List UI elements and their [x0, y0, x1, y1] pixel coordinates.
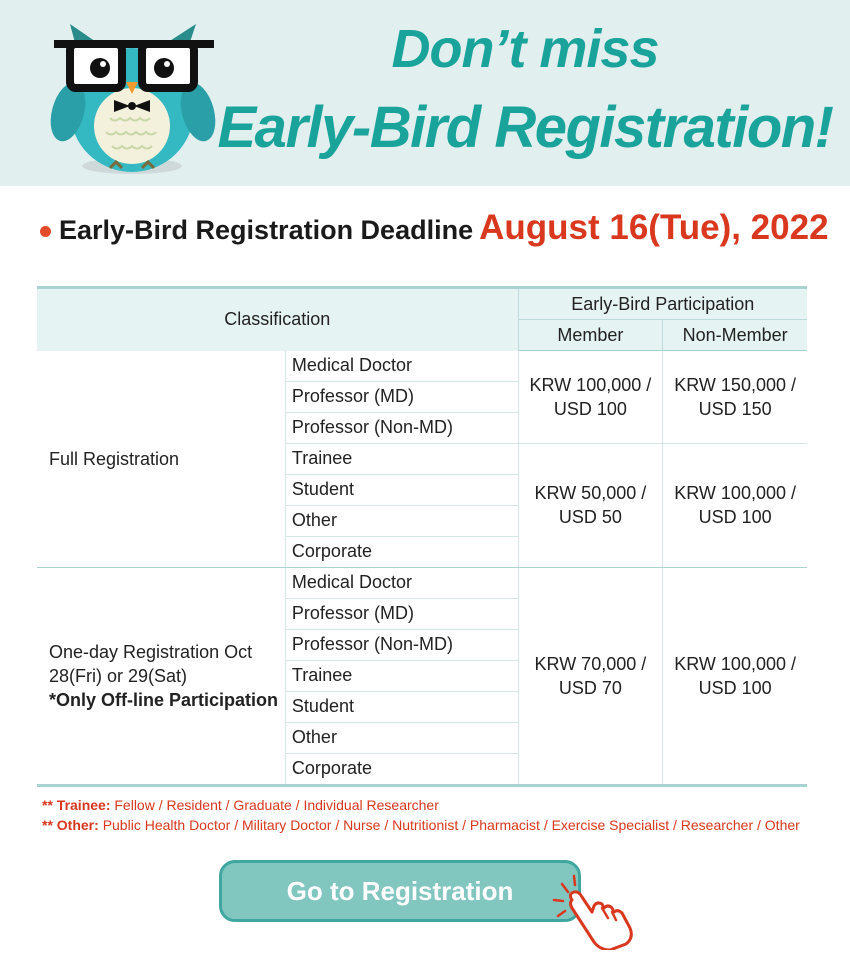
price-line: KRW 150,000 /: [674, 374, 796, 395]
note-label: ** Other:: [42, 817, 99, 833]
go-to-registration-button[interactable]: Go to Registration: [219, 860, 581, 922]
price-line: USD 150: [698, 398, 772, 419]
price-line: KRW 100,000 /: [529, 374, 652, 395]
role-cell: Medical Doctor: [285, 567, 518, 598]
note-label: ** Trainee:: [42, 797, 111, 813]
header-non-member: Non-Member: [663, 320, 807, 351]
banner-title-line1: Don’t miss: [391, 19, 659, 79]
group-one-day-registration: [37, 567, 285, 785]
price-line: USD 50: [558, 507, 622, 527]
fee-table: [37, 286, 807, 787]
banner-title-line2: Early-Bird Registration!: [217, 95, 833, 160]
deadline-date: August 16(Tue), 2022: [479, 208, 829, 247]
price-member: [518, 567, 663, 785]
deadline-label: Early-Bird Registration Deadline: [59, 215, 474, 245]
group-line: 28(Fri) or 29(Sat): [49, 665, 188, 686]
price-line: USD 70: [558, 677, 622, 698]
role-cell: Other: [285, 722, 518, 753]
role-cell: Student: [285, 691, 518, 722]
header-early-bird: Early-Bird Participation: [518, 288, 807, 320]
role-cell: Corporate: [285, 753, 518, 785]
note-other: [42, 815, 800, 835]
role-cell: Professor (MD): [285, 381, 518, 412]
owl-mascot-icon: [40, 18, 220, 178]
role-cell: Student: [285, 474, 518, 505]
hand-pointer-icon: [548, 870, 638, 950]
group-line: One-day Registration Oct: [49, 641, 253, 662]
role-cell: Trainee: [285, 443, 518, 474]
role-cell: Professor (Non-MD): [285, 412, 518, 443]
price-member: [518, 443, 663, 567]
group-note: *Only Off-line Participation: [49, 689, 279, 710]
price-line: USD 100: [698, 507, 772, 527]
note-text: Public Health Doctor / Military Doctor / Nurse / Nutritionist / Pharmacist / Exercise Specialist / Researcher / Other: [102, 817, 800, 833]
banner: [0, 0, 850, 186]
price-line: KRW 100,000 /: [674, 653, 796, 674]
price-non-member: [663, 351, 807, 444]
footnotes: [42, 795, 800, 835]
role-cell: Trainee: [285, 660, 518, 691]
role-cell: Medical Doctor: [285, 351, 518, 382]
role-cell: Professor (MD): [285, 598, 518, 629]
price-line: USD 100: [698, 677, 772, 698]
price-line: KRW 50,000 /: [534, 483, 647, 503]
note-trainee: [42, 795, 800, 815]
price-non-member: [663, 443, 807, 567]
bullet-icon: [40, 226, 51, 237]
price-member: [518, 351, 663, 444]
deadline-heading: [40, 208, 829, 248]
price-non-member: [663, 567, 807, 785]
role-cell: Other: [285, 505, 518, 536]
role-cell: Professor (Non-MD): [285, 629, 518, 660]
role-cell: Corporate: [285, 536, 518, 567]
note-text: Fellow / Resident / Graduate / Individual Researcher: [114, 797, 439, 813]
header-classification: Classification: [37, 288, 518, 351]
price-line: KRW 100,000 /: [674, 483, 796, 503]
group-full-registration: Full Registration: [37, 351, 285, 568]
header-member: Member: [518, 320, 663, 351]
price-line: USD 100: [553, 398, 627, 419]
price-line: KRW 70,000 /: [534, 653, 647, 674]
